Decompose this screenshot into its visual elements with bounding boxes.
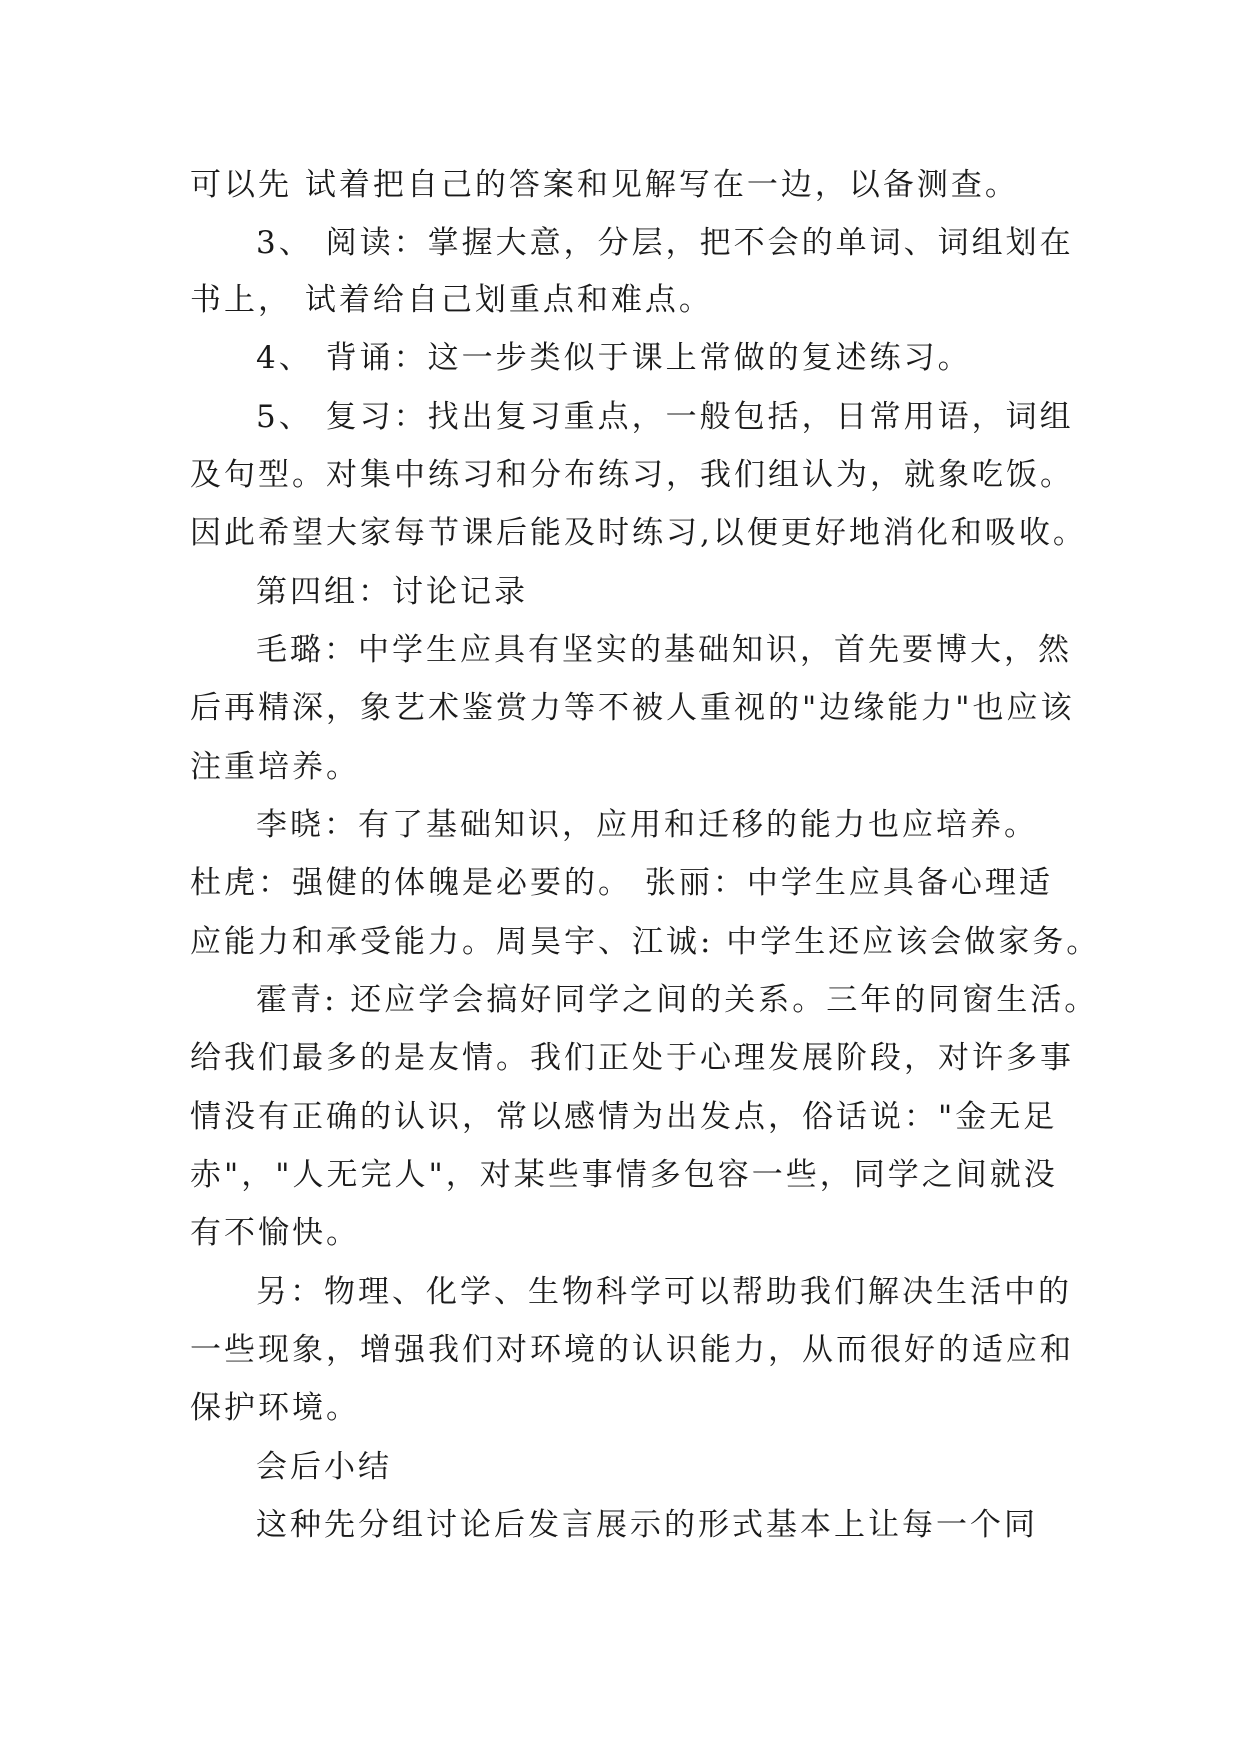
text-line: 注重培养。 <box>190 749 360 785</box>
text-line: 情没有正确的认识，常以感情为出发点，俗话说："金无足 <box>190 1099 1058 1135</box>
text-line: 5、 复习：找出复习重点，一般包括，日常用语，词组 <box>256 399 1074 435</box>
text-line: 应能力和承受能力。周昊宇、江诚: 中学生还应该会做家务。 <box>190 924 1101 960</box>
text-line: 给我们最多的是友情。我们正处于心理发展阶段，对许多事 <box>190 1040 1074 1076</box>
text-line: 杜虎：强健的体魄是必要的。 张丽：中学生应具备心理适 <box>190 865 1053 901</box>
text-line: 李晓：有了基础知识，应用和迁移的能力也应培养。 <box>256 807 1038 843</box>
text-line: 霍青: 还应学会搞好同学之间的关系。三年的同窗生活。 <box>256 982 1099 1018</box>
text-line: 可以先 试着把自己的答案和见解写在一边，以备测查。 <box>190 167 1019 203</box>
text-line: 及句型。对集中练习和分布练习，我们组认为，就象吃饭。 <box>190 457 1074 493</box>
section-heading: 会后小结 <box>256 1449 392 1485</box>
text-line: 一些现象，增强我们对环境的认识能力，从而很好的适应和 <box>190 1332 1074 1368</box>
text-line: 3、 阅读：掌握大意，分层，把不会的单词、词组划在 <box>256 225 1074 261</box>
text-line: 书上， 试着给自己划重点和难点。 <box>190 282 713 318</box>
text-line: 后再精深，象艺术鉴赏力等不被人重视的"边缘能力"也应该 <box>190 690 1075 726</box>
text-line: 毛璐：中学生应具有坚实的基础知识，首先要博大，然 <box>256 632 1072 668</box>
text-line: 赤"，"人无完人"，对某些事情多包容一些，同学之间就没 <box>190 1157 1058 1193</box>
text-line: 另：物理、化学、生物科学可以帮助我们解决生活中的 <box>256 1274 1072 1310</box>
text-line: 因此希望大家每节课后能及时练习,以便更好地消化和吸收。 <box>190 515 1087 551</box>
section-heading: 第四组：讨论记录 <box>256 574 528 610</box>
text-line: 保护环境。 <box>190 1390 360 1426</box>
text-line: 这种先分组讨论后发言展示的形式基本上让每一个同 <box>256 1507 1038 1543</box>
text-line: 有不愉快。 <box>190 1215 360 1251</box>
text-line: 4、 背诵：这一步类似于课上常做的复述练习。 <box>256 340 972 376</box>
